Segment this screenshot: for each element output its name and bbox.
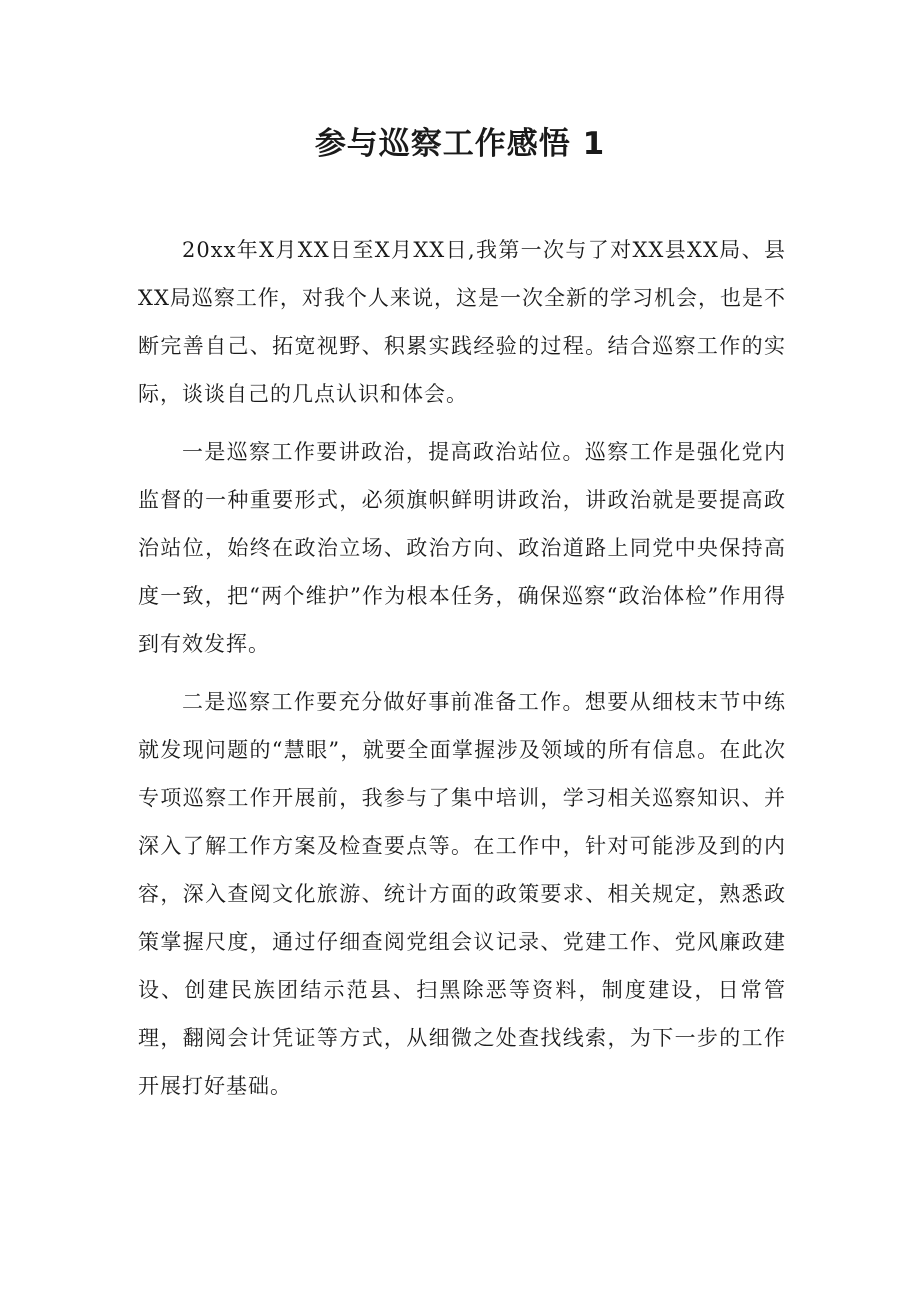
paragraph-point-two: 二是巡察工作要充分做好事前准备工作。想要从细枝末节中练就发现问题的“慧眼”，就要全面掌握涉及领域的所有信息。在此次专项巡察工作开展前，我参与了集中培训，学习相关巡察知识、并深入了解工作方案及检查要点等。在工作中，针对可能涉及到的内容，深入查阅文化旅游、统计方面的政策要求、相关规定，熟悉政策掌握尺度，通过仔细查阅党组会议记录、党建工作、党风廉政建设、创建民族团结示范县、扫黑除恶等资料，制度建设，日常管理，翻阅会计凭证等方式，从细微之处查找线索，为下一步的工作开展打好基础。: [138, 690, 786, 1098]
document-body: [138, 226, 786, 1120]
paragraph-point-one: 一是巡察工作要讲政治，提高政治站位。巡察工作是强化党内监督的一种重要形式，必须旗帜鲜明讲政治，讲政治就是要提高政治站位，始终在政治立场、政治方向、政治道路上同党中央保持高度一致，把“两个维护”作为根本任务，确保巡察“政治体检”作用得到有效发挥。: [138, 440, 786, 656]
paragraph-intro: 20xx年X月XX日至X月XX日,我第一次与了对XX县XX局、县XX局巡察工作，对我个人来说，这是一次全新的学习机会，也是不断完善自己、拓宽视野、积累实践经验的过程。结合巡察工作的实际，谈谈自己的几点认识和体会。: [138, 238, 786, 406]
document-title: 参与巡察工作感悟 1: [314, 126, 606, 162]
